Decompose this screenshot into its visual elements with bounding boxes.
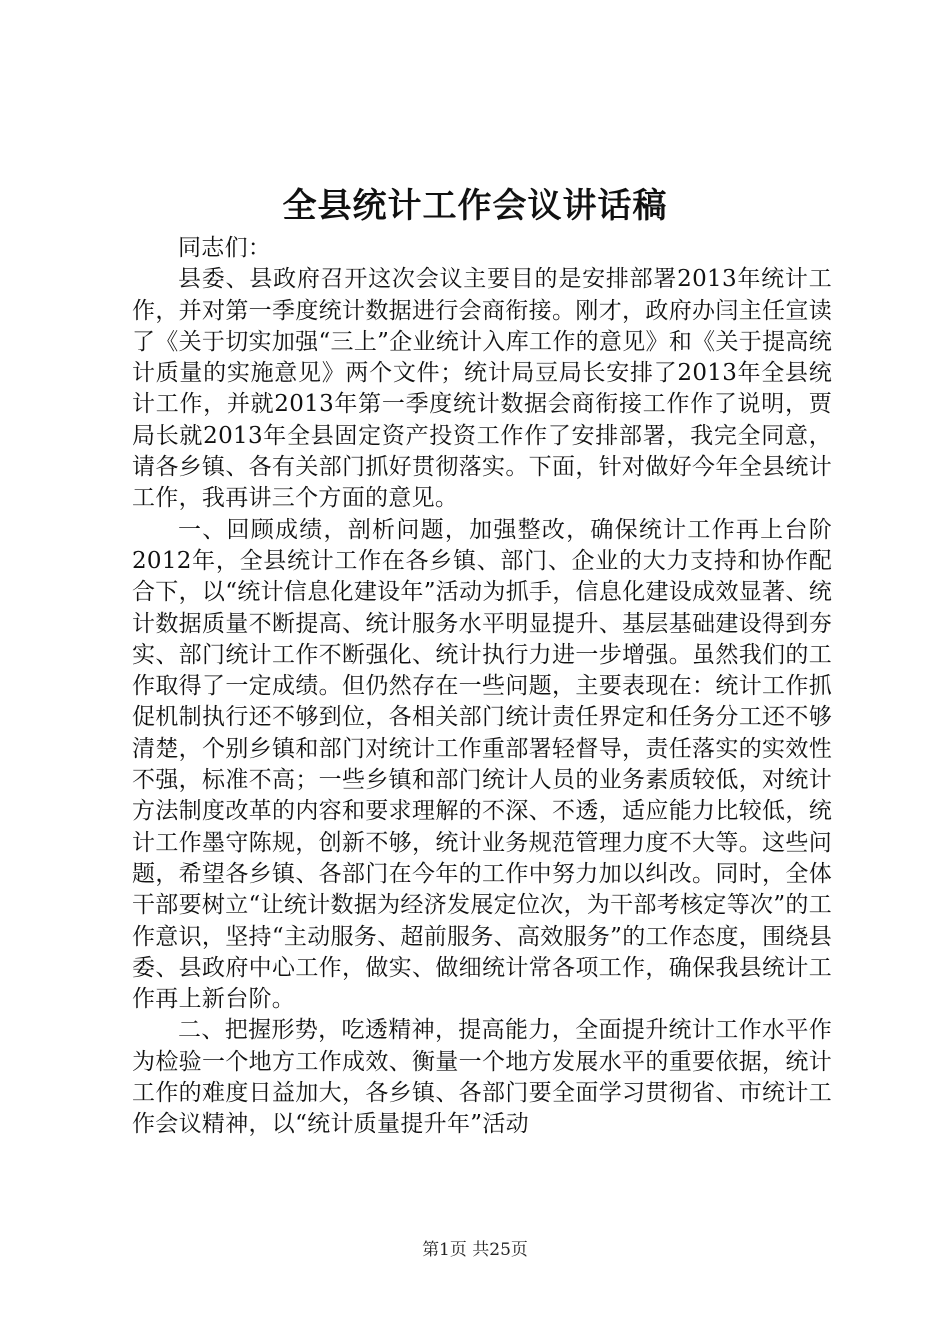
salutation-paragraph: 同志们：	[178, 235, 272, 261]
section-two-paragraph: 二、把握形势，吃透精神，提高能力，全面提升统计工作水平作为检验一个地方工作成效、衡量一个地方发展水平的重要依据，统计工作的难度日益加大，各乡镇、各部门要全面学习贯彻省、市统计工作会议精神，以“统计质量提升年”活动	[132, 1017, 832, 1138]
document-body	[132, 233, 832, 1141]
section-one-paragraph: 一、回顾成绩，剖析问题，加强整改，确保统计工作再上台阶2012年，全县统计工作在各乡镇、部门、企业的大力支持和协作配合下，以“统计信息化建设年”活动为抓手，信息化建设成效显著、统计数据质量不断提高、统计服务水平明显提升、基层基础建设得到夯实、部门统计工作不断强化、统计执行力进一步增强。虽然我们的工作取得了一定成绩。但仍然存在一些问题，主要表现在：统计工作抓促机制执行还不够到位，各相关部门统计责任界定和任务分工还不够清楚，个别乡镇和部门对统计工作重部署轻督导，责任落实的实效性不强，标准不高；一些乡镇和部门统计人员的业务素质较低，对统计方法制度改革的内容和要求理解的不深、不透，适应能力比较低，统计工作墨守陈规，创新不够，统计业务规范管理力度不大等。这些问题，希望各乡镇、各部门在今年的工作中努力加以纠改。同时，全体干部要树立“让统计数据为经济发展定位次，为干部考核定等次”的工作意识，坚持“主动服务、超前服务、高效服务”的工作态度，围绕县委、县政府中心工作，做实、做细统计常各项工作，确保我县统计工作再上新台阶。	[132, 516, 832, 1013]
page-number-footer: 第1页 共25页	[422, 1240, 528, 1260]
intro-paragraph: 县委、县政府召开这次会议主要目的是安排部署2013年统计工作，并对第一季度统计数据进行会商衔接。刚才，政府办闫主任宣读了《关于切实加强“三上”企业统计入库工作的意见》和《关于提高统计质量的实施意见》两个文件；统计局豆局长安排了2013年全县统计工作，并就2013年第一季度统计数据会商衔接工作作了说明，贾局长就2013年全县固定资产投资工作作了安排部署，我完全同意，请各乡镇、各有关部门抓好贯彻落实。下面，针对做好今年全县统计工作，我再讲三个方面的意见。	[132, 266, 832, 512]
document-title: 全县统计工作会议讲话稿	[282, 186, 668, 226]
